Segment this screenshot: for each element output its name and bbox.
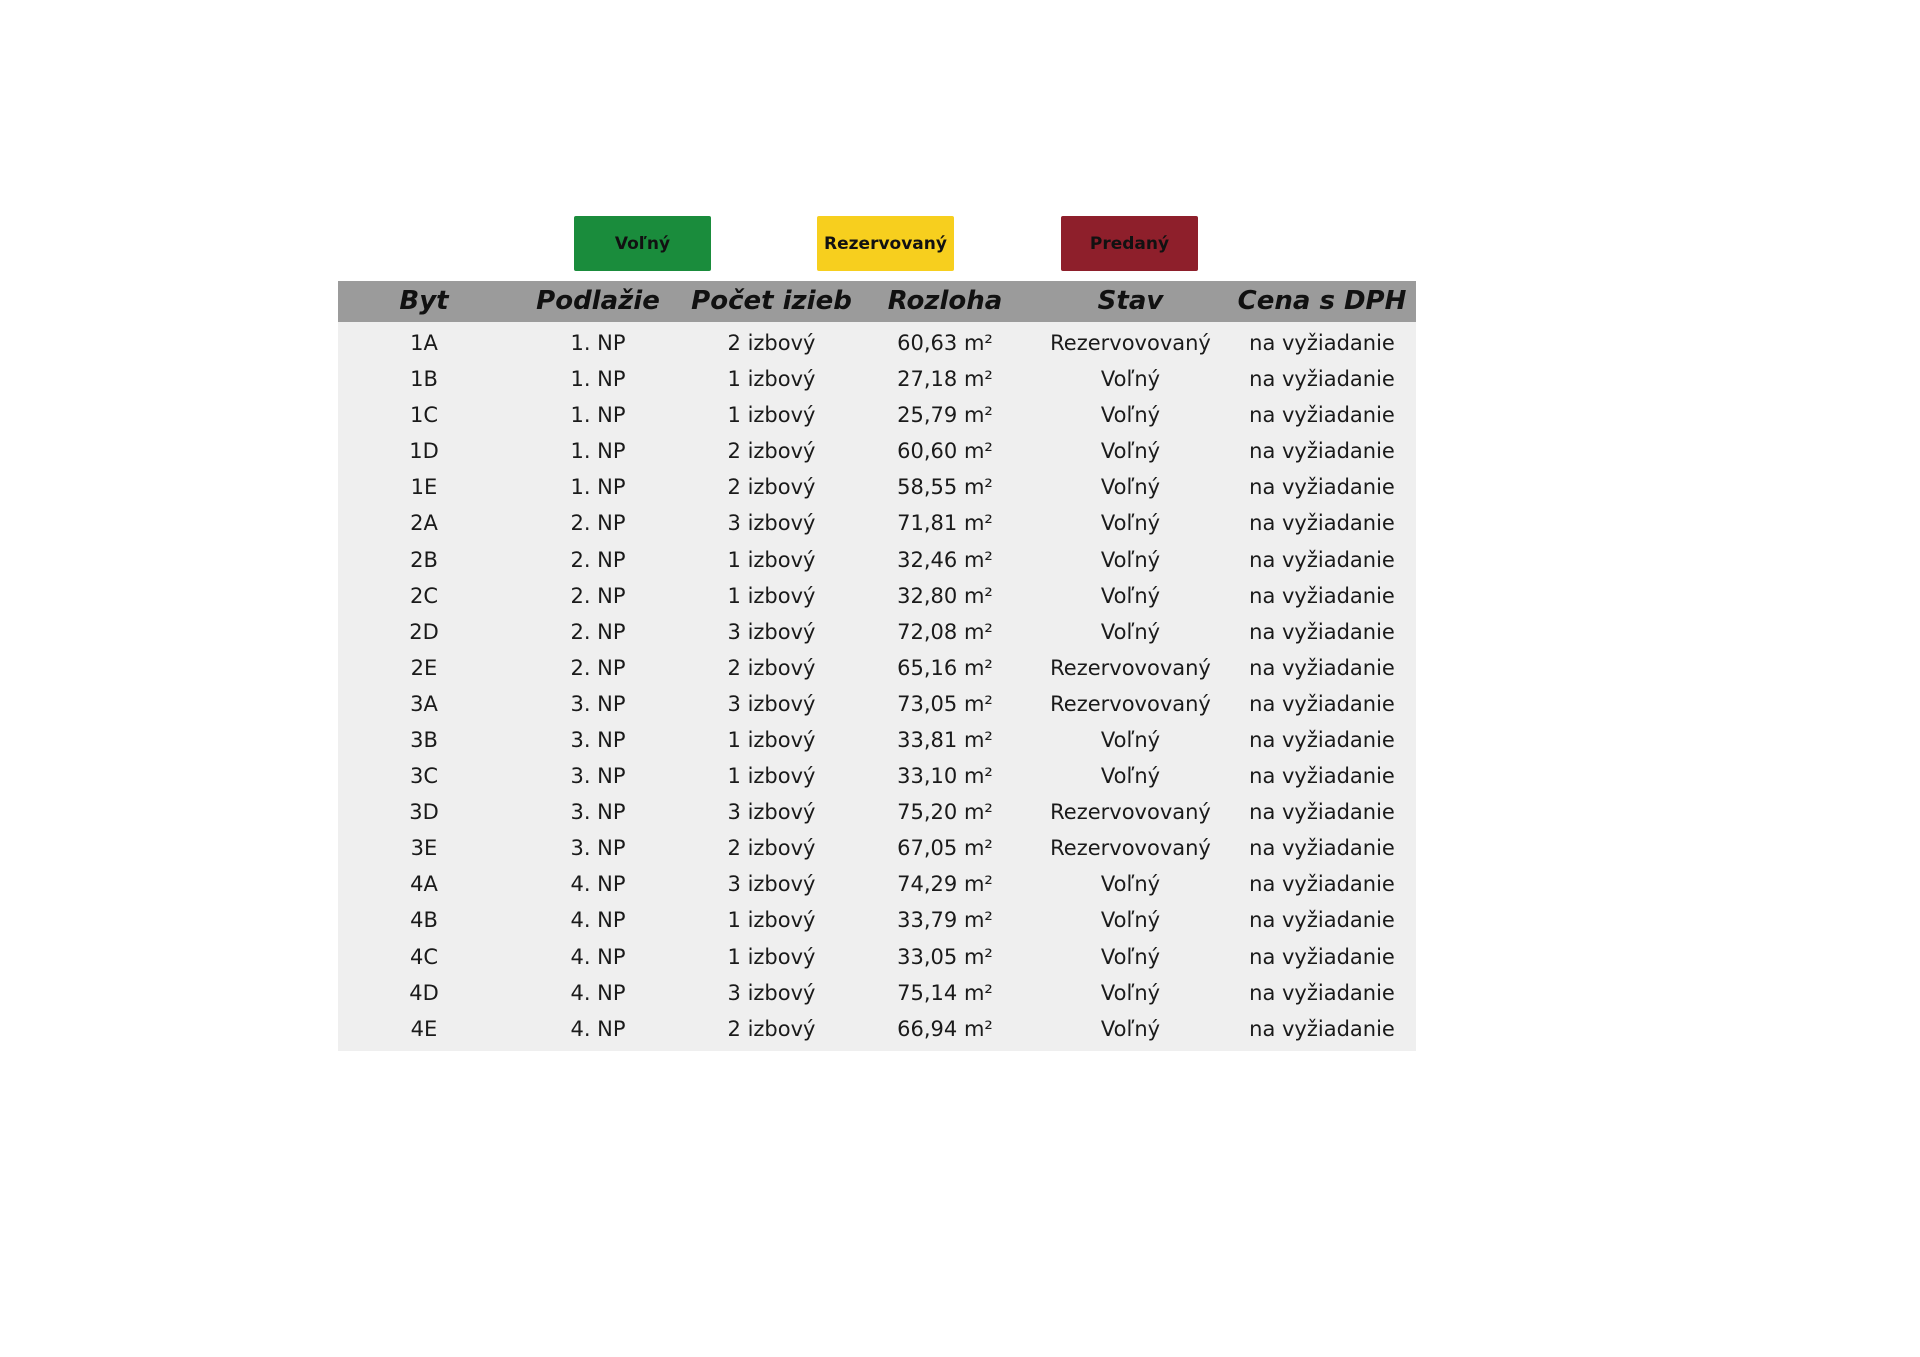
cell-stav: Voľný — [1100, 764, 1161, 789]
table-body — [338, 322, 1416, 1051]
cell-cena: na vyžiadanie — [1249, 691, 1395, 716]
cell-pocet-izieb: 1 izbový — [727, 944, 816, 969]
cell-stav: Voľný — [1100, 475, 1161, 500]
cell-rozloha: 27,18 m² — [897, 367, 993, 392]
cell-cena: na vyžiadanie — [1249, 331, 1395, 355]
cell-podlazie: 2. NP — [570, 547, 626, 572]
cell-cena: na vyžiadanie — [1249, 439, 1395, 464]
cell-pocet-izieb: 3 izbový — [727, 511, 816, 536]
table-row — [338, 794, 1416, 830]
cell-pocet-izieb: 2 izbový — [727, 475, 816, 500]
table-row — [338, 469, 1416, 505]
cell-podlazie: 2. NP — [570, 655, 626, 680]
cell-podlazie: 3. NP — [570, 691, 626, 716]
header-pocet-izieb: Počet izieb — [691, 286, 852, 316]
table-row — [338, 939, 1416, 975]
cell-rozloha: 58,55 m² — [897, 475, 993, 500]
cell-stav: Rezervovovaný — [1050, 331, 1211, 355]
cell-cena: na vyžiadanie — [1249, 872, 1395, 897]
cell-podlazie: 4. NP — [570, 908, 626, 933]
cell-byt: 3B — [410, 727, 438, 752]
cell-cena: na vyžiadanie — [1249, 655, 1395, 680]
cell-byt: 1E — [410, 475, 438, 500]
cell-stav: Voľný — [1100, 367, 1161, 392]
cell-rozloha: 33,10 m² — [897, 764, 993, 789]
apartment-table-container — [338, 281, 1416, 1051]
cell-byt: 3D — [409, 800, 439, 825]
cell-podlazie: 4. NP — [570, 872, 626, 897]
cell-podlazie: 2. NP — [570, 511, 626, 536]
cell-stav: Voľný — [1100, 403, 1161, 428]
table-row — [338, 650, 1416, 686]
table-row — [338, 322, 1416, 361]
cell-cena: na vyžiadanie — [1249, 727, 1395, 752]
cell-pocet-izieb: 1 izbový — [727, 367, 816, 392]
cell-byt: 1A — [410, 331, 438, 355]
table-row — [338, 722, 1416, 758]
cell-rozloha: 33,81 m² — [897, 727, 993, 752]
legend-predany-badge: Predaný — [1061, 216, 1198, 271]
cell-byt: 1C — [409, 403, 439, 428]
cell-podlazie: 1. NP — [570, 475, 626, 500]
cell-rozloha: 32,46 m² — [897, 547, 993, 572]
cell-byt: 2A — [410, 511, 438, 536]
table-row — [338, 1011, 1416, 1051]
cell-stav: Voľný — [1100, 511, 1161, 536]
cell-byt: 3E — [410, 836, 438, 861]
cell-rozloha: 72,08 m² — [897, 619, 993, 644]
cell-rozloha: 67,05 m² — [897, 836, 993, 861]
cell-podlazie: 3. NP — [570, 836, 626, 861]
cell-rozloha: 73,05 m² — [897, 691, 993, 716]
cell-stav: Rezervovovaný — [1050, 691, 1211, 716]
cell-byt: 3A — [410, 691, 438, 716]
cell-rozloha: 74,29 m² — [897, 872, 993, 897]
cell-stav: Voľný — [1100, 583, 1161, 608]
table-header — [338, 281, 1416, 322]
table-row — [338, 866, 1416, 902]
header-row — [338, 281, 1416, 322]
header-stav: Stav — [1097, 286, 1164, 316]
cell-rozloha: 33,05 m² — [897, 944, 993, 969]
cell-cena: na vyžiadanie — [1249, 944, 1395, 969]
cell-cena: na vyžiadanie — [1249, 619, 1395, 644]
cell-rozloha: 25,79 m² — [897, 403, 993, 428]
cell-podlazie: 1. NP — [570, 331, 626, 355]
cell-cena: na vyžiadanie — [1249, 367, 1395, 392]
cell-rozloha: 33,79 m² — [897, 908, 993, 933]
cell-stav: Voľný — [1100, 980, 1161, 1005]
cell-byt: 2D — [409, 619, 439, 644]
cell-cena: na vyžiadanie — [1249, 980, 1395, 1005]
cell-stav: Voľný — [1100, 547, 1161, 572]
table-row — [338, 578, 1416, 614]
cell-stav: Voľný — [1100, 727, 1161, 752]
cell-cena: na vyžiadanie — [1249, 908, 1395, 933]
cell-rozloha: 65,16 m² — [897, 655, 993, 680]
cell-pocet-izieb: 1 izbový — [727, 764, 816, 789]
cell-byt: 4D — [409, 980, 439, 1005]
cell-byt: 4E — [410, 1016, 438, 1041]
cell-byt: 4B — [410, 908, 438, 933]
cell-rozloha: 66,94 m² — [897, 1016, 993, 1041]
cell-stav: Rezervovovaný — [1050, 836, 1211, 861]
cell-podlazie: 3. NP — [570, 764, 626, 789]
cell-podlazie: 1. NP — [570, 367, 626, 392]
cell-stav: Voľný — [1100, 944, 1161, 969]
cell-pocet-izieb: 3 izbový — [727, 872, 816, 897]
header-podlazie: Podlažie — [536, 286, 660, 316]
cell-stav: Voľný — [1100, 1016, 1161, 1041]
legend-volny-badge: Voľný — [574, 216, 711, 271]
cell-stav: Voľný — [1100, 908, 1161, 933]
cell-stav: Voľný — [1100, 872, 1161, 897]
legend-rezervovany-badge: Rezervovaný — [817, 216, 954, 271]
cell-cena: na vyžiadanie — [1249, 403, 1395, 428]
cell-pocet-izieb: 1 izbový — [727, 583, 816, 608]
cell-byt: 2C — [409, 583, 439, 608]
cell-pocet-izieb: 1 izbový — [727, 908, 816, 933]
cell-stav: Rezervovovaný — [1050, 655, 1211, 680]
table-row — [338, 361, 1416, 397]
cell-pocet-izieb: 2 izbový — [727, 1016, 816, 1041]
cell-podlazie: 1. NP — [570, 439, 626, 464]
cell-rozloha: 60,63 m² — [897, 331, 993, 355]
cell-rozloha: 75,14 m² — [897, 980, 993, 1005]
cell-stav: Voľný — [1100, 439, 1161, 464]
cell-pocet-izieb: 2 izbový — [727, 655, 816, 680]
cell-pocet-izieb: 2 izbový — [727, 439, 816, 464]
cell-pocet-izieb: 2 izbový — [727, 836, 816, 861]
cell-rozloha: 75,20 m² — [897, 800, 993, 825]
cell-pocet-izieb: 3 izbový — [727, 980, 816, 1005]
cell-podlazie: 4. NP — [570, 944, 626, 969]
apartment-table — [338, 281, 1416, 1051]
table-row — [338, 902, 1416, 938]
cell-byt: 2B — [410, 547, 438, 572]
cell-cena: na vyžiadanie — [1249, 547, 1395, 572]
cell-cena: na vyžiadanie — [1249, 511, 1395, 536]
table-row — [338, 614, 1416, 650]
cell-rozloha: 60,60 m² — [897, 439, 993, 464]
cell-podlazie: 2. NP — [570, 583, 626, 608]
table-row — [338, 686, 1416, 722]
table-row — [338, 975, 1416, 1011]
cell-cena: na vyžiadanie — [1249, 836, 1395, 861]
cell-cena: na vyžiadanie — [1249, 1016, 1395, 1041]
header-rozloha: Rozloha — [887, 286, 1003, 316]
cell-byt: 1B — [410, 367, 438, 392]
cell-pocet-izieb: 2 izbový — [727, 331, 816, 355]
header-byt: Byt — [399, 286, 449, 316]
cell-podlazie: 2. NP — [570, 619, 626, 644]
table-row — [338, 397, 1416, 433]
cell-podlazie: 1. NP — [570, 403, 626, 428]
table-row — [338, 505, 1416, 541]
cell-cena: na vyžiadanie — [1249, 764, 1395, 789]
cell-byt: 1D — [409, 439, 439, 464]
cell-cena: na vyžiadanie — [1249, 475, 1395, 500]
cell-rozloha: 32,80 m² — [897, 583, 993, 608]
table-row — [338, 758, 1416, 794]
cell-pocet-izieb: 3 izbový — [727, 619, 816, 644]
cell-pocet-izieb: 3 izbový — [727, 691, 816, 716]
cell-podlazie: 4. NP — [570, 980, 626, 1005]
table-row — [338, 830, 1416, 866]
cell-podlazie: 3. NP — [570, 800, 626, 825]
cell-pocet-izieb: 1 izbový — [727, 727, 816, 752]
cell-rozloha: 71,81 m² — [897, 511, 993, 536]
cell-cena: na vyžiadanie — [1249, 800, 1395, 825]
cell-pocet-izieb: 1 izbový — [727, 403, 816, 428]
cell-byt: 4C — [409, 944, 439, 969]
cell-byt: 3C — [409, 764, 439, 789]
cell-byt: 4A — [410, 872, 438, 897]
header-cena: Cena s DPH — [1237, 286, 1407, 316]
cell-pocet-izieb: 1 izbový — [727, 547, 816, 572]
cell-stav: Voľný — [1100, 619, 1161, 644]
cell-podlazie: 3. NP — [570, 727, 626, 752]
cell-cena: na vyžiadanie — [1249, 583, 1395, 608]
cell-pocet-izieb: 3 izbový — [727, 800, 816, 825]
table-row — [338, 541, 1416, 577]
table-row — [338, 433, 1416, 469]
cell-byt: 2E — [410, 655, 438, 680]
cell-podlazie: 4. NP — [570, 1016, 626, 1041]
cell-stav: Rezervovovaný — [1050, 800, 1211, 825]
